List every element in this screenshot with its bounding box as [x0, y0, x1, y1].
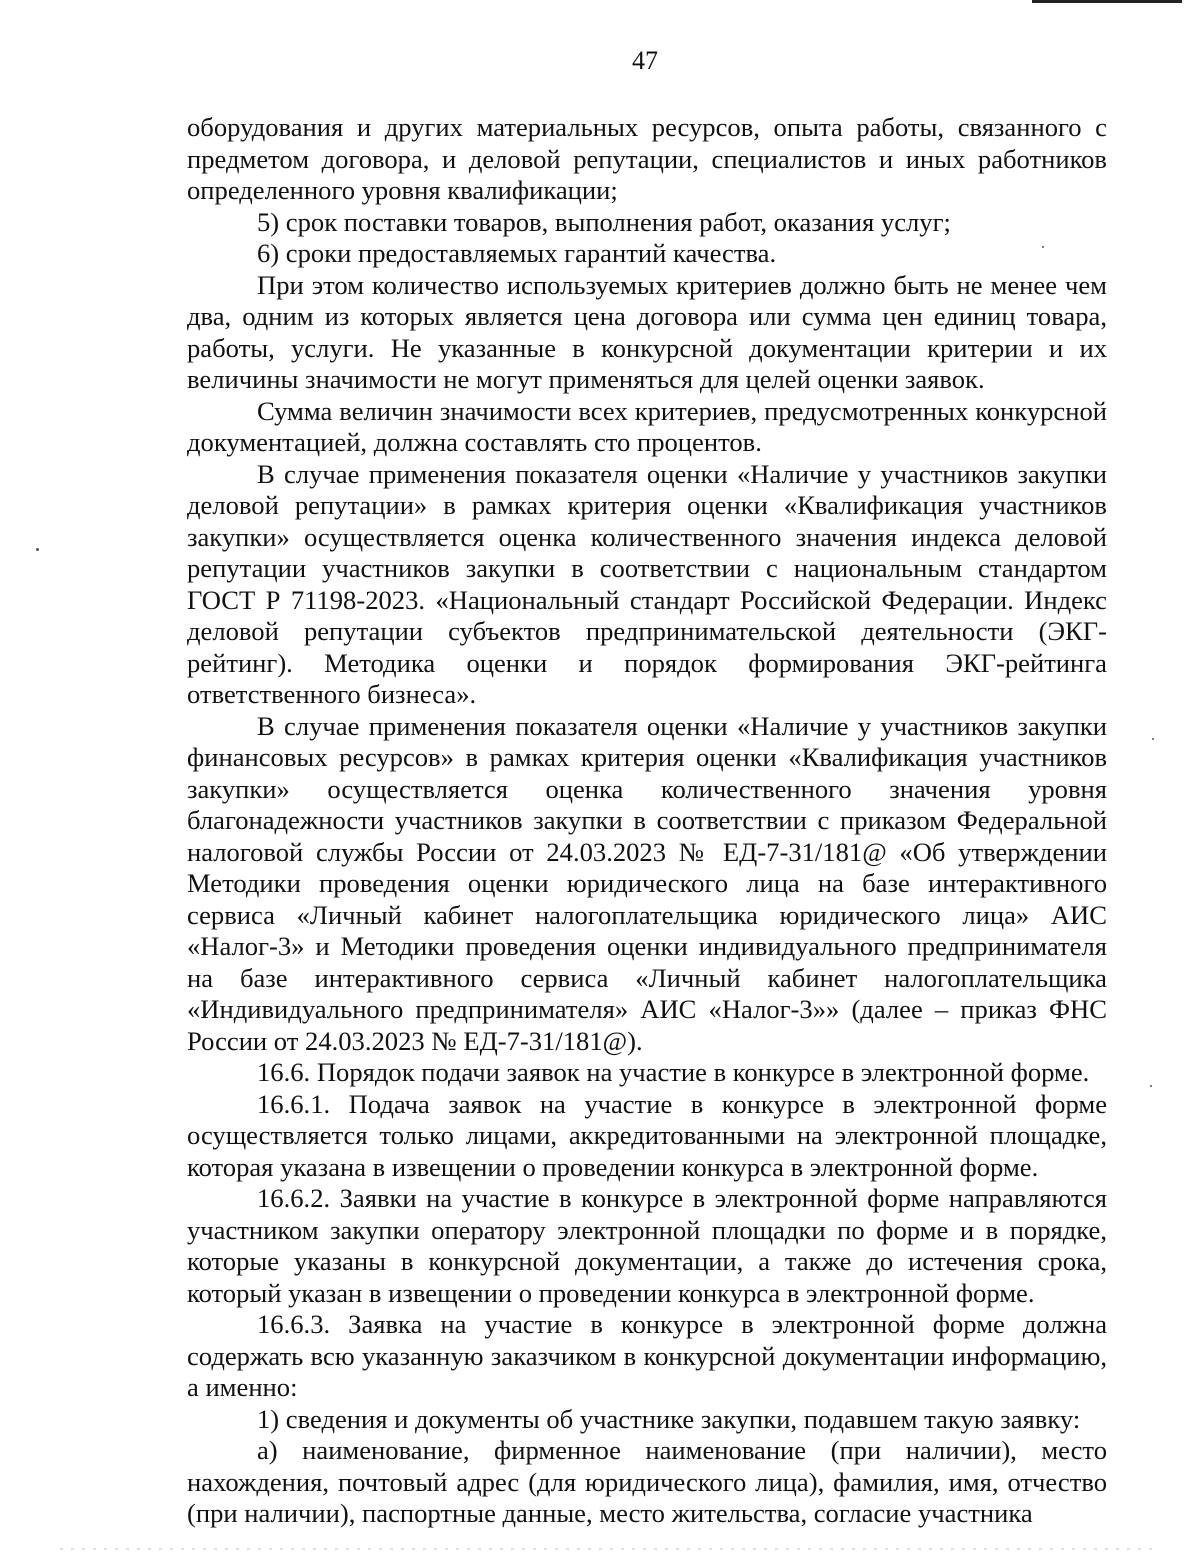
document-body [187, 112, 1107, 1530]
paragraph-continuation: оборудования и других материальных ресурсов, опыта работы, связанного с предметом договора, и деловой репутации, специалистов и иных работников определенного уровня квалификации; [187, 112, 1107, 205]
scan-speck [1042, 246, 1044, 248]
paragraph-list-item-1: 1) сведения и документы об участнике закупки, подавшем такую заявку: [257, 1403, 1081, 1434]
section-heading-16-6: 16.6. Порядок подачи заявок на участие в конкурсе в электронной форме. [257, 1057, 1090, 1087]
paragraph-business-reputation: В случае применения показателя оценки «Наличие у участников закупки деловой репутации» в рамках критерия оценки «Квалификация участников закупки» осуществляется оценка количественного значения индекса деловой репутации участников закупки в соответствии с национальным стандартом ГОСТ Р 71198-2023. «Национальный стандарт Российской Федерации. Индекс деловой репутации субъектов предпринимательской деятельности (ЭКГ-рейтинг). Методика оценки и порядок формирования ЭКГ-рейтинга ответственного бизнеса». [187, 458, 1107, 709]
page-number: 47 [632, 46, 658, 75]
paragraph-significance-sum: Сумма величин значимости всех критериев, предусмотренных конкурсной документацией, должна составлять сто процентов. [187, 395, 1107, 457]
scan-speck [1150, 1085, 1152, 1087]
paragraph-financial-resources: В случае применения показателя оценки «Наличие у участников закупки финансовых ресурсов» в рамках критерия оценки «Квалификация участников закупки» осуществляется оценка количественного значения уровня благонадежности участников закупки в соответствии с приказом Федеральной налоговой службы России от 24.03.2023 № ЕД-7-31/181@ «Об утверждении Методики проведения оценки юридического лица на базе интерактивного сервиса «Личный кабинет налогоплательщика юридического лица» АИС «Налог-3» и Методики проведения оценки индивидуального предпринимателя на базе интерактивного сервиса «Личный кабинет налогоплательщика «Индивидуального предпринимателя» АИС «Налог-3»» (далее – приказ ФНС России от 24.03.2023 № ЕД-7-31/181@). [187, 710, 1107, 1056]
paragraph-item-5: 5) срок поставки товаров, выполнения работ, оказания услуг; [257, 206, 951, 237]
paragraph-criteria-count: При этом количество используемых критериев должно быть не менее чем два, одним из которых является цена договора или сумма цен единиц товара, работы, услуги. Не указанные в конкурсной документации критерии и их величины значимости не могут применяться для целей оценки заявок. [187, 269, 1107, 394]
scan-speck [36, 548, 39, 551]
paragraph-16-6-2: 16.6.2. Заявки на участие в конкурсе в электронной форме направляются участником закупки оператору электронной площадки по форме и в порядке, которые указаны в конкурсной документации, а также до истечения срока, который указан в извещении о проведении конкурса в электронной форме. [187, 1183, 1107, 1308]
paragraph-16-6-1: 16.6.1. Подача заявок на участие в конкурсе в электронной форме осуществляется только лицами, аккредитованными на электронной площадке, которая указана в извещении о проведении конкурса в электронной форме. [187, 1088, 1107, 1182]
paragraph-16-6-3: 16.6.3. Заявка на участие в конкурсе в электронной форме должна содержать всю указанную заказчиком в конкурсной документации информацию, а именно: [187, 1309, 1107, 1402]
scan-edge-mark [1032, 0, 1182, 3]
scan-bottom-noise [60, 1548, 1160, 1550]
paragraph-list-item-a: а) наименование, фирменное наименование (при наличии), место нахождения, почтовый адрес (для юридического лица), фамилия, имя, отчество (при наличии), паспортные данные, место жительства, согласие участника [187, 1435, 1107, 1528]
scan-speck [1152, 738, 1154, 740]
paragraph-item-6: 6) сроки предоставляемых гарантий качества. [257, 238, 777, 268]
